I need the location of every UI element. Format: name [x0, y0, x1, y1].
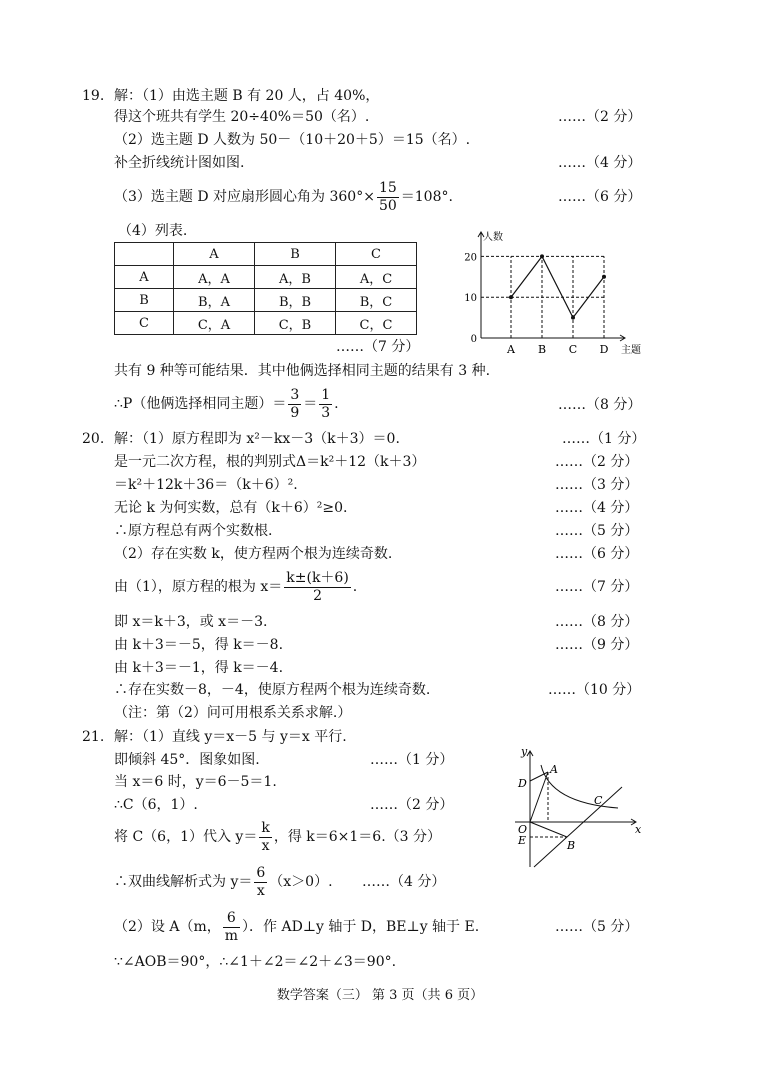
fraction-denominator: 50 — [378, 197, 397, 214]
y-tick-label: 0 — [470, 334, 477, 345]
table-cell: B，A — [174, 289, 255, 312]
q19-line-7: 共有 9 种等可能结果．其中他俩选择相同主题的结果有 3 种. — [114, 363, 491, 379]
q19-line-8-tail: . — [334, 396, 339, 412]
table-row — [115, 312, 417, 335]
fig-O-label: O — [518, 823, 528, 836]
q19-line-6: （4）列表. — [118, 223, 188, 239]
q21-line-5 — [114, 816, 441, 858]
table-cell: A，A — [174, 266, 255, 289]
fraction-denominator: 2 — [313, 587, 322, 604]
data-point — [602, 275, 606, 279]
fraction-numerator: 1 — [321, 386, 331, 403]
q19-score-4: ……（4 分） — [558, 155, 642, 171]
fig-x-label: x — [635, 823, 642, 836]
q20-note: （注：第（2）问可用根系关系求解.） — [114, 705, 352, 721]
table-cell: B — [115, 289, 174, 312]
fig-B-label: B — [567, 839, 576, 852]
fraction-3-9 — [288, 387, 301, 422]
q19-line-4: 补全折线统计图如图. — [114, 155, 245, 171]
fig-E-label: E — [518, 834, 527, 847]
table-cell: A，B — [255, 266, 336, 289]
fraction-numerator: 15 — [378, 179, 397, 196]
data-point — [509, 295, 513, 299]
fraction-numerator: k — [261, 819, 270, 836]
q19-score-2: ……（2 分） — [558, 109, 642, 125]
q20-row: 解：（1）原方程即为 x²－kx－3（k＋3）＝0. — [114, 431, 400, 447]
x-axis-label: 主题 — [621, 345, 641, 356]
table-cell: C — [336, 243, 417, 266]
fraction-numerator: 6 — [223, 910, 240, 928]
q20-score: ……（8 分） — [555, 614, 639, 630]
series-line — [511, 256, 604, 317]
fraction-k-x — [259, 820, 271, 855]
q20-score: ……（5 分） — [555, 523, 639, 539]
q21-line-3: 当 x＝6 时，y＝6－5＝1. — [114, 774, 277, 790]
q21-score-1: ……（1 分） — [370, 752, 454, 768]
fig-y-label: y — [521, 745, 528, 758]
q19-score-7: ……（7 分） — [336, 339, 420, 355]
x-tick-label: C — [568, 343, 578, 356]
q20-root-tail: . — [352, 579, 358, 595]
fraction-denominator: m — [224, 927, 239, 944]
q20-root-text: 由（1），原方程的根为 x＝ — [114, 579, 283, 595]
line-y-eq-x-minus-5 — [534, 787, 622, 867]
q21-line-2: 即倾斜 45°．图象如图. — [114, 752, 260, 768]
outcome-table — [114, 242, 417, 335]
fraction-6-x — [254, 865, 267, 900]
table-cell: B — [255, 243, 336, 266]
q20-row: 是一元二次方程，根的判别式Δ＝k²＋12（k＋3） — [114, 454, 426, 470]
q20-score: ……（7 分） — [555, 579, 639, 595]
fraction-6-m — [223, 910, 240, 945]
q20-row: ∴存在实数－8，－4，使原方程两个根为连续奇数. — [114, 682, 431, 698]
data-point — [540, 254, 544, 258]
q21-score-2: ……（2 分） — [370, 797, 454, 813]
table-cell: A — [115, 266, 174, 289]
q21-line-5-text: 将 C（6，1）代入 y＝ — [114, 829, 258, 845]
y-tick-label: 20 — [464, 252, 477, 264]
q19-line-5-text: （3）选主题 D 对应扇形圆心角为 360°× — [114, 189, 375, 205]
table-cell: B，C — [336, 289, 417, 312]
table-cell: A，C — [336, 266, 417, 289]
table-row — [115, 289, 417, 312]
table-cell: B，B — [255, 289, 336, 312]
q20-score: ……（4 分） — [555, 500, 639, 516]
q21-line-5-tail: ，得 k＝6×1＝6.（3 分） — [273, 829, 442, 845]
q21-line-6 — [114, 861, 333, 903]
q21-line-7-text: （2）设 A（m， — [114, 919, 221, 935]
q19-line-1: 解：（1）由选主题 B 有 20 人，占 40%， — [114, 88, 380, 104]
q20-score: ……（6 分） — [555, 546, 639, 562]
fraction-root — [284, 570, 351, 605]
q19-line-3: （2）选主题 D 人数为 50－（10＋20＋5）＝15（名）. — [114, 132, 471, 148]
fraction-denominator: 9 — [290, 404, 300, 421]
data-point — [571, 316, 575, 320]
question-number-21: 21. — [82, 729, 105, 745]
q20-score: ……（1 分） — [562, 431, 646, 447]
table-row — [115, 266, 417, 289]
fig-C-label: C — [594, 794, 603, 807]
question-number-20: 20. — [82, 431, 105, 447]
table-cell: A — [174, 243, 255, 266]
q19-line-5-tail: ＝108°. — [400, 189, 453, 205]
q20-root-formula — [114, 566, 357, 608]
q19-line-8-text: ∴P（他俩选择相同主题）＝ — [114, 396, 287, 412]
page-footer: 数学答案（三） 第 3 页（共 6 页） — [276, 988, 484, 1003]
q20-score: ……（10 分） — [548, 682, 641, 698]
x-tick-label: A — [507, 343, 515, 356]
table-row — [115, 243, 417, 266]
q19-line-2: 得这个班共有学生 20÷40%＝50（名）. — [114, 109, 370, 125]
segment-OB — [530, 822, 567, 837]
hyperbola-figure — [510, 745, 645, 870]
fig-A-label: A — [550, 763, 558, 776]
table-cell: C — [115, 312, 174, 335]
table-cell: C，C — [336, 312, 417, 335]
q21-line-6-tail: （x＞0）. — [269, 874, 333, 890]
fraction-denominator: x — [261, 837, 270, 854]
y-tick-label: 10 — [464, 293, 477, 305]
line-chart — [440, 226, 650, 356]
q20-row: 由 k＋3＝－1，得 k＝－4. — [114, 660, 284, 676]
x-tick-label: B — [537, 343, 547, 356]
q20-row: （2）存在实数 k，使方程两个根为连续奇数. — [114, 546, 393, 562]
table-cell: C，A — [174, 312, 255, 335]
q20-score: ……（9 分） — [555, 637, 639, 653]
fraction-numerator: k±(k＋6) — [286, 569, 349, 586]
q20-row: 即 x＝k＋3，或 x＝－3. — [114, 614, 268, 630]
q21-line-4: ∴C（6，1）. — [114, 797, 198, 813]
fraction-1-3 — [319, 387, 332, 422]
fraction-15-50 — [377, 180, 399, 215]
q20-row: ∴原方程总有两个实数根. — [114, 523, 273, 539]
fraction-denominator: 3 — [321, 404, 331, 421]
table-cell — [115, 243, 174, 266]
q19-score-6: ……（6 分） — [558, 189, 642, 205]
q19-score-8: ……（8 分） — [558, 397, 642, 413]
fraction-denominator: x — [256, 882, 265, 899]
fraction-numerator: 6 — [256, 864, 266, 881]
q20-row: ＝k²＋12k＋36＝（k＋6）². — [114, 477, 298, 493]
y-axis-label: 人数 — [483, 232, 503, 243]
q20-score: ……（2 分） — [555, 454, 639, 470]
q19-line-5 — [114, 176, 453, 218]
q19-line-8: ∴P（他俩选择相同主题）＝ $\frac{3}{9}$ ＝ $\frac{1}{3}$ . — [114, 386, 339, 421]
x-tick-label: D — [599, 343, 609, 356]
q21-line-1: 解：（1）直线 y＝x－5 与 y＝x 平行. — [114, 729, 347, 745]
q21-line-6-text: ∴双曲线解析式为 y＝ — [114, 874, 253, 890]
q21-score-4: ……（4 分） — [362, 874, 446, 890]
table-cell: C，B — [255, 312, 336, 335]
q21-score-5: ……（5 分） — [555, 919, 639, 935]
q21-line-8: ∵∠AOB＝90°，∴∠1＋∠2＝∠2＋∠3＝90°. — [114, 954, 397, 970]
question-number-19: 19. — [82, 88, 105, 104]
q20-row: 由 k＋3＝－5，得 k＝－8. — [114, 637, 284, 653]
q21-line-7-tail: ）．作 AD⊥y 轴于 D，BE⊥y 轴于 E. — [242, 919, 480, 935]
q20-score: ……（3 分） — [555, 477, 639, 493]
fig-D-label: D — [518, 777, 527, 790]
q20-row: 无论 k 为何实数，总有（k＋6）²≥0. — [114, 500, 348, 516]
q21-line-7 — [114, 906, 479, 948]
fraction-numerator: 3 — [290, 386, 300, 403]
